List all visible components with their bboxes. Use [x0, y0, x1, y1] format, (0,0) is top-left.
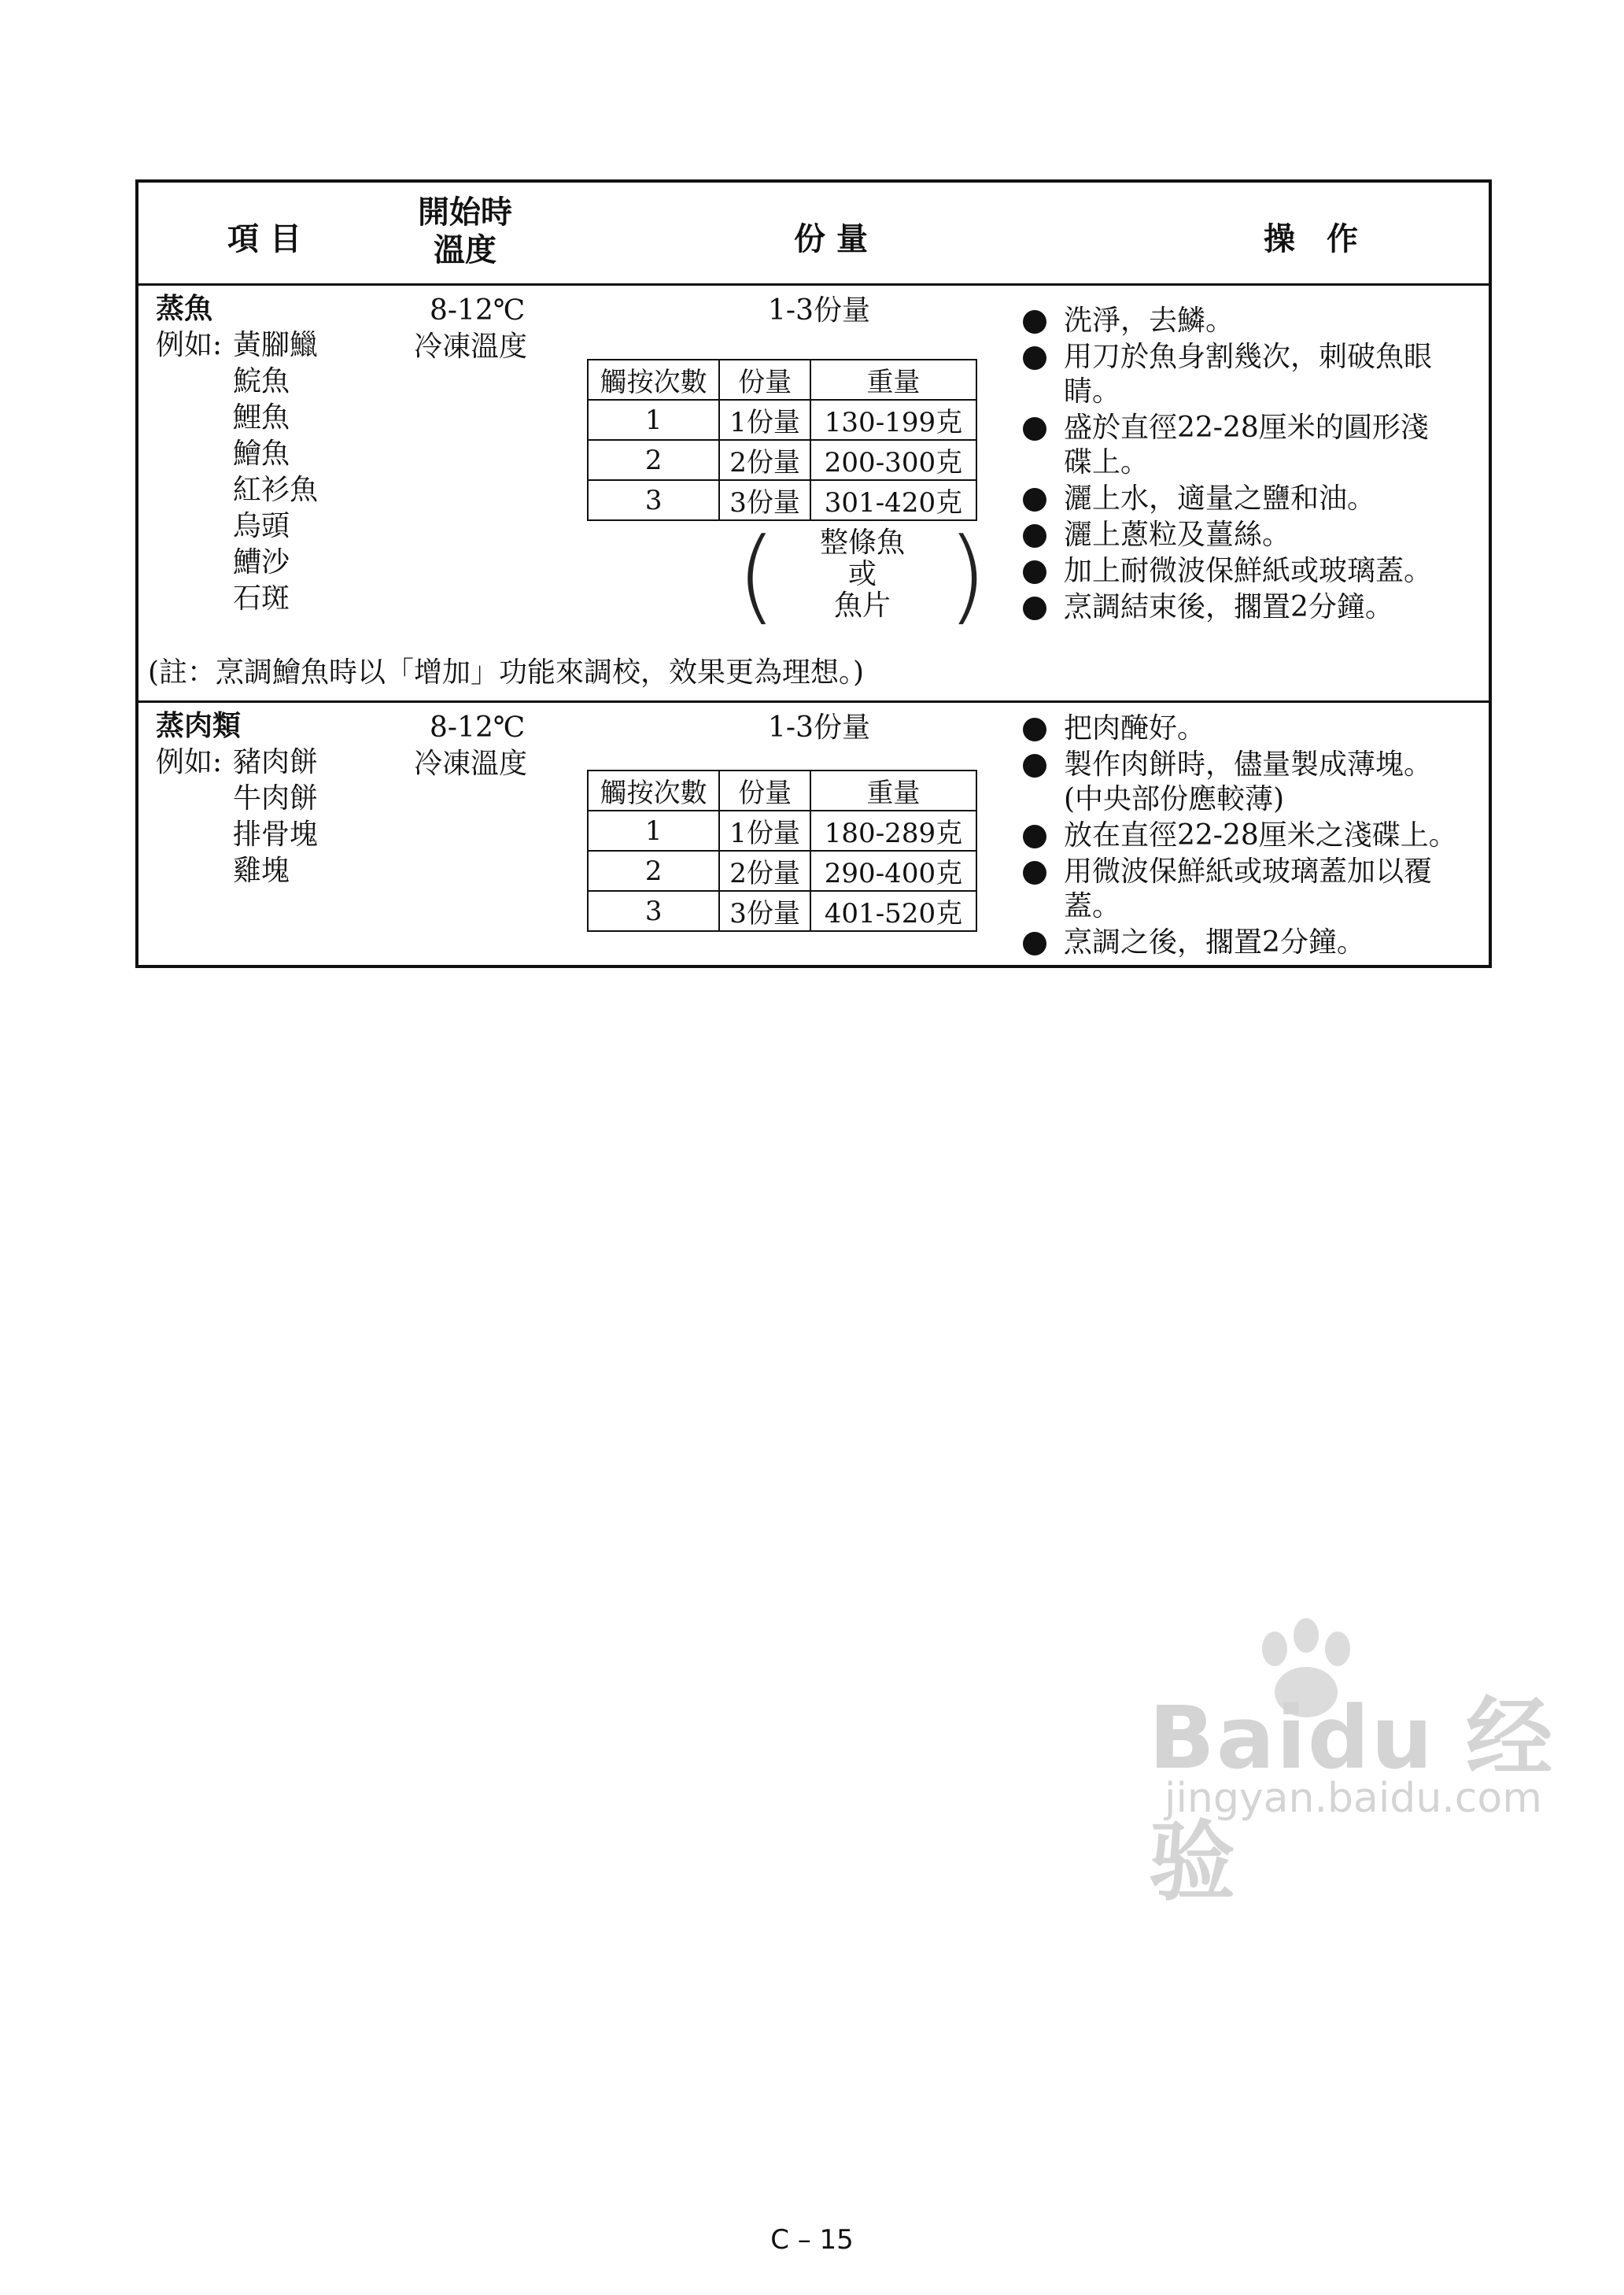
- table-header-row: [588, 360, 976, 400]
- fish-temp-note: 冷凍溫度: [414, 331, 528, 363]
- table-cell: 290-400克: [810, 851, 976, 891]
- table-cell: 1份量: [719, 400, 810, 440]
- table-row: [588, 400, 976, 440]
- bullet-icon: [1023, 560, 1046, 584]
- table-cell: 2份量: [719, 440, 810, 480]
- table-cell: 1: [588, 400, 719, 440]
- meat-temp: 8-12℃: [430, 711, 526, 744]
- meat-quantity-table: [587, 770, 977, 932]
- fish-title: 蒸魚: [156, 293, 213, 325]
- meat-title: 蒸肉類: [156, 710, 242, 742]
- fish-quantity-table: [587, 359, 977, 521]
- table-row: [588, 440, 976, 480]
- meat-example-list: [233, 745, 318, 889]
- table-row: [588, 891, 976, 931]
- fish-form-group: [736, 516, 988, 639]
- list-item: 雞塊: [233, 855, 290, 887]
- table-header-cell: 重量: [810, 360, 976, 400]
- list-item: 盛於直徑22-28厘米的圓形淺 碟上。: [1023, 411, 1487, 480]
- fish-example-label: 例如:: [156, 329, 223, 361]
- table-cell: 401-520克: [810, 891, 976, 931]
- meat-temp-note: 冷凍溫度: [414, 748, 528, 780]
- bullet-icon: [1023, 310, 1046, 334]
- table-row: [588, 811, 976, 851]
- fish-temp: 8-12℃: [430, 294, 526, 327]
- table-cell: 3份量: [719, 891, 810, 931]
- watermark-logo: Baidu 经验: [1149, 1687, 1555, 1913]
- table-cell: 3: [588, 891, 719, 931]
- list-item: 鯇魚: [233, 365, 290, 397]
- list-item: 把肉醃好。: [1023, 711, 1487, 746]
- fish-example-list: [233, 327, 318, 617]
- bullet-icon: [1023, 754, 1046, 778]
- table-cell: 3份量: [719, 480, 810, 520]
- list-item: 加上耐微波保鮮紙或玻璃蓋。: [1023, 554, 1487, 589]
- table-row: [588, 851, 976, 891]
- header-item: 項 目: [227, 221, 301, 257]
- fish-form-line2: 或: [847, 558, 877, 590]
- list-item: 放在直徑22-28厘米之淺碟上。: [1023, 819, 1487, 853]
- meat-steps-list: [1023, 711, 1487, 962]
- list-item: 灑上水，適量之鹽和油。: [1023, 482, 1487, 516]
- table-cell: 2份量: [719, 851, 810, 891]
- bullet-icon: [1023, 861, 1046, 885]
- page-number: C – 15: [770, 2224, 854, 2256]
- bullet-icon: [1023, 718, 1046, 741]
- row-divider: [138, 700, 1489, 703]
- list-item: 鰽沙: [233, 546, 290, 578]
- list-item: 用刀於魚身割幾次，刺破魚眼 睛。: [1023, 340, 1487, 409]
- list-item: 鱠魚: [233, 438, 290, 470]
- list-item: 灑上蔥粒及薑絲。: [1023, 518, 1487, 552]
- table-row: [588, 480, 976, 520]
- list-item: 鯉魚: [233, 401, 290, 434]
- table-cell: 301-420克: [810, 480, 976, 520]
- watermark-url: jingyan.baidu.com: [1164, 1775, 1542, 1822]
- list-item: 烹調結束後，擱置2分鐘。: [1023, 590, 1487, 625]
- list-item: 製作肉餅時，儘量製成薄塊。 (中央部份應較薄): [1023, 748, 1487, 817]
- list-item: 紅衫魚: [233, 474, 319, 506]
- list-item: 黃腳鱲: [233, 329, 319, 361]
- list-item: 用微波保鮮紙或玻璃蓋加以覆 蓋。: [1023, 855, 1487, 924]
- list-item: 石斑: [233, 582, 290, 615]
- table-header-cell: 觸按次數: [588, 360, 719, 400]
- header-temp-line1: 開始時: [418, 194, 512, 231]
- fish-note: (註：烹調鱠魚時以「增加」功能來調校，效果更為理想。): [148, 656, 865, 689]
- table-header-cell: 重量: [810, 771, 976, 811]
- table-header-cell: 觸按次數: [588, 771, 719, 811]
- cooking-table: [135, 179, 1492, 968]
- table-cell: 1: [588, 811, 719, 851]
- list-item: 排骨塊: [233, 819, 319, 851]
- right-paren-icon: ): [947, 516, 987, 635]
- bullet-icon: [1023, 346, 1046, 370]
- table-cell: 2: [588, 851, 719, 891]
- fish-steps-list: [1023, 304, 1487, 626]
- table-cell: 130-199克: [810, 400, 976, 440]
- bullet-icon: [1023, 825, 1046, 848]
- fish-form-line1: 整條魚: [819, 527, 905, 559]
- table-cell: 3: [588, 480, 719, 520]
- left-paren-icon: (: [736, 516, 777, 635]
- bullet-icon: [1023, 932, 1046, 955]
- list-item: 豬肉餅: [233, 746, 319, 778]
- bullet-icon: [1023, 417, 1046, 441]
- list-item: 烹調之後，擱置2分鐘。: [1023, 926, 1487, 960]
- bullet-icon: [1023, 488, 1046, 512]
- fish-range: 1-3份量: [768, 294, 870, 327]
- bullet-icon: [1023, 524, 1046, 548]
- header-divider: [138, 283, 1489, 286]
- meat-range: 1-3份量: [768, 711, 870, 744]
- header-start-temp: [367, 194, 563, 269]
- table-header-row: [588, 771, 976, 811]
- table-cell: 180-289克: [810, 811, 976, 851]
- table-header-cell: 份量: [719, 771, 810, 811]
- table-cell: 1份量: [719, 811, 810, 851]
- header-quantity: 份 量: [794, 221, 868, 257]
- fish-form-line3: 魚片: [833, 589, 891, 622]
- list-item: 洗淨，去鱗。: [1023, 304, 1487, 338]
- header-temp-line2: 溫度: [434, 232, 496, 268]
- fish-form-text: [784, 527, 941, 622]
- list-item: 烏頭: [233, 510, 290, 542]
- table-header-cell: 份量: [719, 360, 810, 400]
- header-operation: 操 作: [1264, 221, 1358, 257]
- table-cell: 2: [588, 440, 719, 480]
- meat-example-label: 例如:: [156, 746, 223, 778]
- baidu-watermark: [1133, 1613, 1574, 1913]
- bullet-icon: [1023, 597, 1046, 620]
- list-item: 牛肉餅: [233, 782, 319, 815]
- table-cell: 200-300克: [810, 440, 976, 480]
